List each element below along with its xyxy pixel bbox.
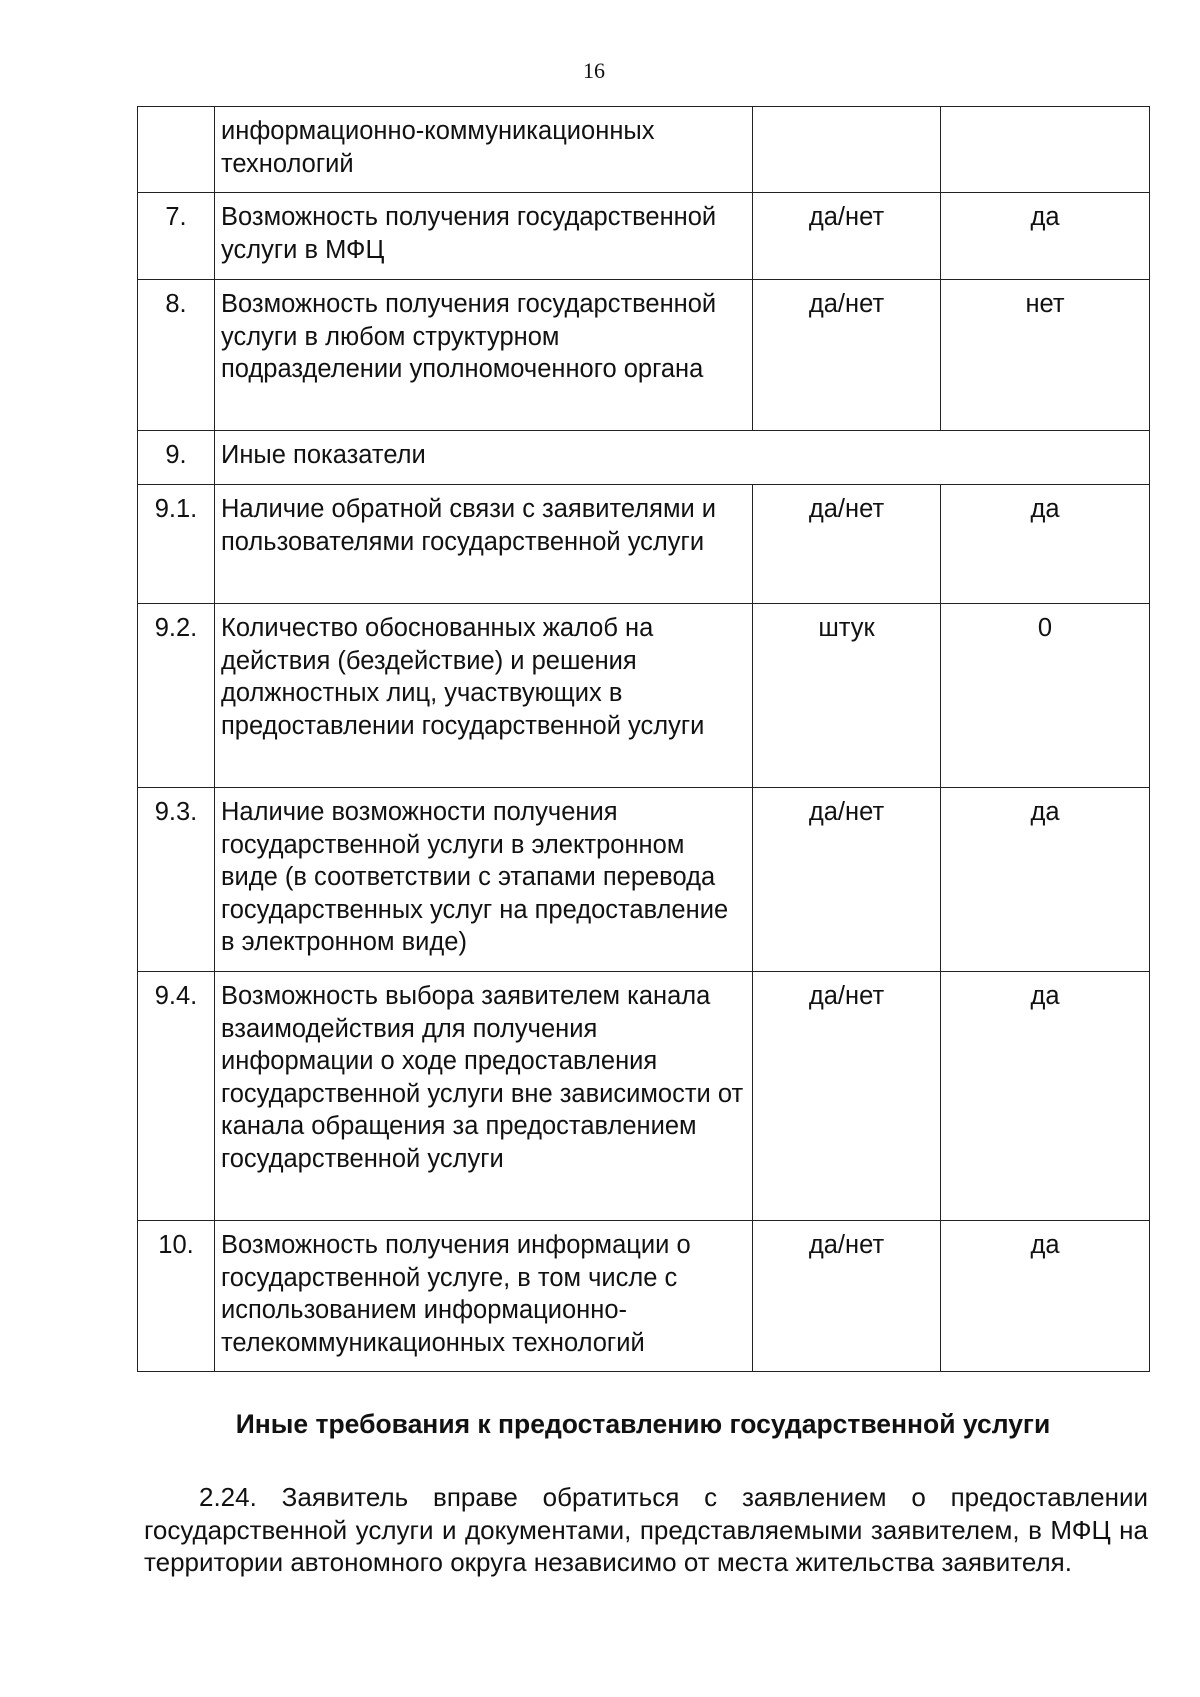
value-cell: да — [941, 972, 1150, 1221]
indicator-name: Наличие обратной связи с заявителями и пользователями государственной услуги — [215, 485, 753, 604]
indicator-name: Количество обоснованных жалоб на действия (бездействие) и решения должностных лиц, участвующих в предоставлении государственной услуги — [215, 604, 753, 788]
unit-cell: да/нет — [753, 485, 941, 604]
indicator-name: Возможность получения информации о государственной услуге, в том числе с использованием информационно-телекоммуникационных технологий — [215, 1221, 753, 1372]
unit-cell: штук — [753, 604, 941, 788]
table-row — [138, 788, 1150, 972]
row-number: 8. — [138, 280, 215, 431]
value-cell: да — [941, 1221, 1150, 1372]
section-heading: Иные требования к предоставлению государственной услуги — [235, 1409, 1051, 1439]
table-row — [138, 280, 1150, 431]
unit-cell: да/нет — [753, 788, 941, 972]
value-cell: да — [941, 193, 1150, 280]
table-row — [138, 1221, 1150, 1372]
row-number: 9.1. — [138, 485, 215, 604]
row-number: 9.4. — [138, 972, 215, 1221]
indicator-name: Возможность получения государственной услуги в любом структурном подразделении уполномоченного органа — [215, 280, 753, 431]
row-number: 9.3. — [138, 788, 215, 972]
indicator-name: информационно-коммуникационных технологий — [215, 107, 753, 193]
value-cell: 0 — [941, 604, 1150, 788]
row-number: 9. — [138, 431, 215, 485]
unit-cell: да/нет — [753, 280, 941, 431]
value-cell: нет — [941, 280, 1150, 431]
unit-cell — [753, 107, 941, 193]
indicator-name: Наличие возможности получения государственной услуги в электронном виде (в соответствии с этапами перевода государственных услуг на предоставление в электронном виде) — [215, 788, 753, 972]
row-number: 7. — [138, 193, 215, 280]
unit-cell: да/нет — [753, 972, 941, 1221]
unit-cell: да/нет — [753, 1221, 941, 1372]
table-row — [138, 604, 1150, 788]
table-row — [138, 193, 1150, 280]
group-title: Иные показатели — [215, 431, 1150, 485]
page-number: 16 — [583, 58, 605, 83]
value-cell: да — [941, 788, 1150, 972]
row-number: 9.2. — [138, 604, 215, 788]
table-row — [138, 972, 1150, 1221]
unit-cell: да/нет — [753, 193, 941, 280]
indicator-name: Возможность получения государственной услуги в МФЦ — [215, 193, 753, 280]
table-row — [138, 485, 1150, 604]
value-cell: да — [941, 485, 1150, 604]
body-paragraph: 2.24. Заявитель вправе обратиться с заявлением о предоставлении государственной услуги и документами, представляемыми заявителем, в МФЦ на территории автономного округа независимо от места жительства заявителя. — [144, 1482, 1148, 1577]
table-row — [138, 431, 1150, 485]
indicator-name: Возможность выбора заявителем канала взаимодействия для получения информации о ходе предоставления государственной услуги вне зависимости от канала обращения за предоставлением государственной услуги — [215, 972, 753, 1221]
table-row — [138, 107, 1150, 193]
indicators-table — [137, 106, 1150, 1372]
row-number — [138, 107, 215, 193]
row-number: 10. — [138, 1221, 215, 1372]
value-cell — [941, 107, 1150, 193]
